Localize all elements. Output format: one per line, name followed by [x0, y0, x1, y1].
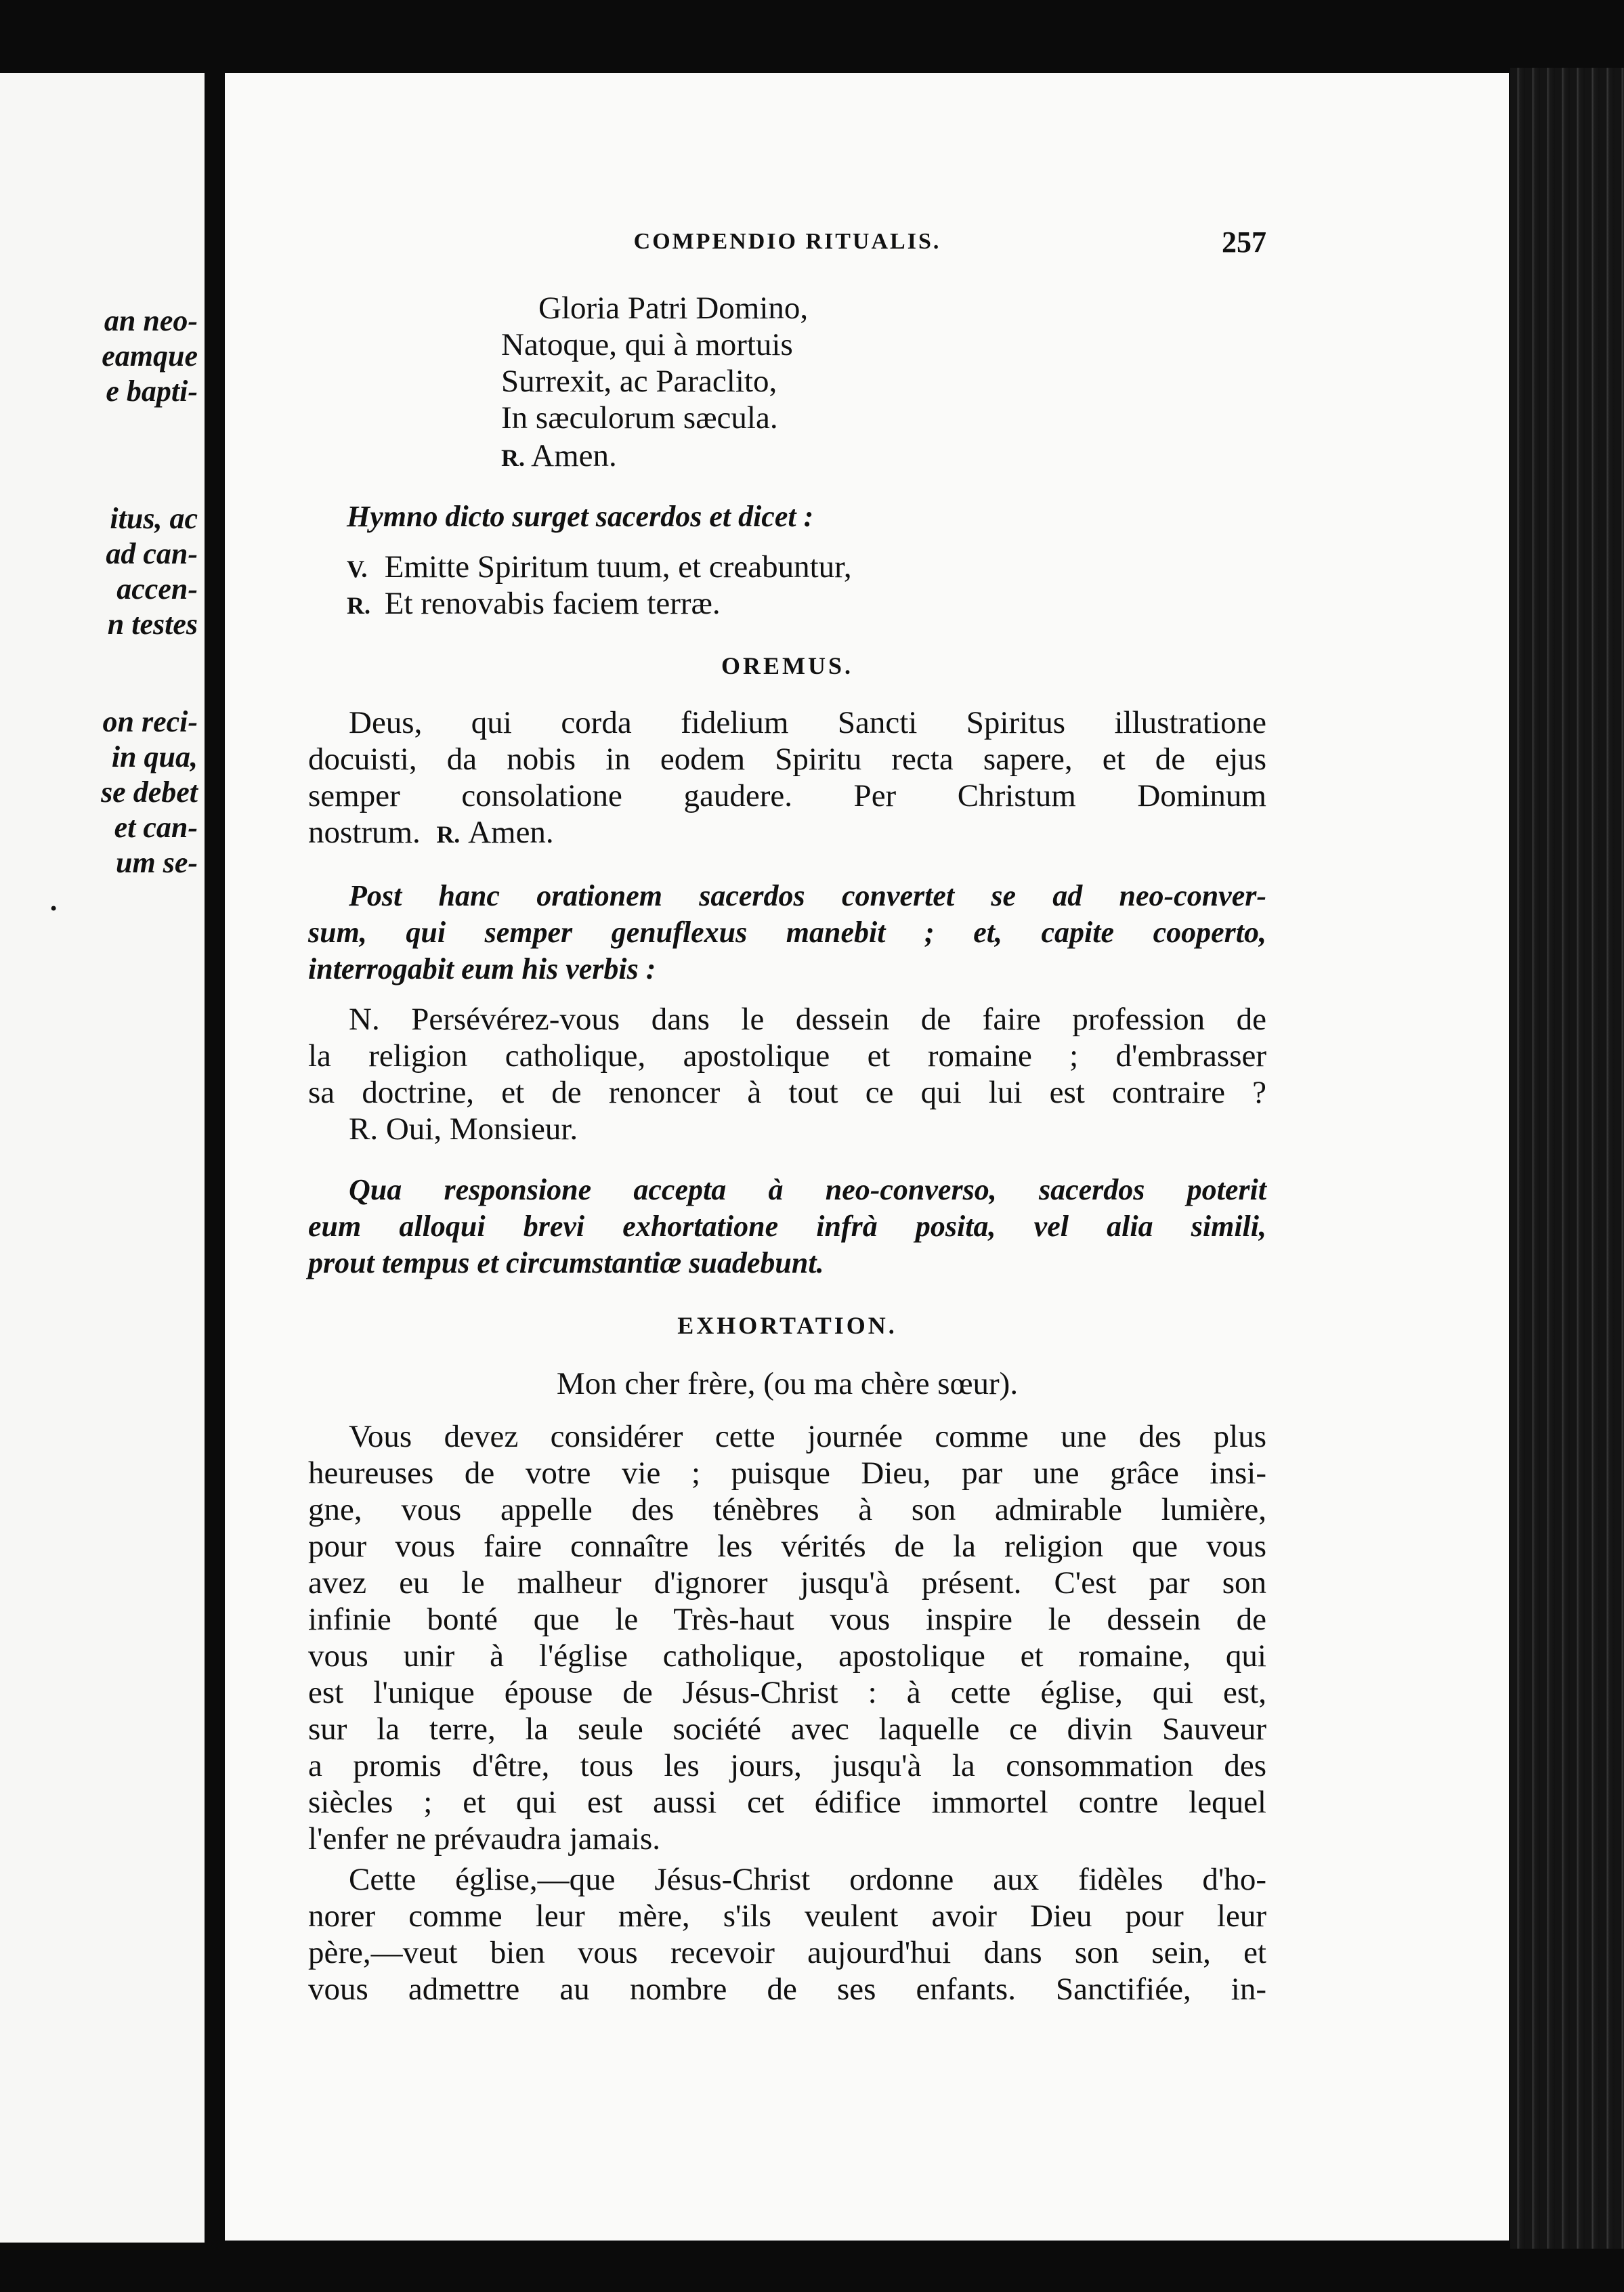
rubric-line: Qua responsione accepta à neo-converso, sacerdos poterit: [349, 1173, 1266, 1206]
rubric: Hymno dicto surget sacerdos et dicet :: [347, 500, 814, 533]
versicle-mark: V.: [347, 555, 368, 582]
prayer: [308, 704, 1266, 853]
book-edge: [1510, 68, 1624, 2249]
paragraph-line: sur la terre, la seule société avec laquelle ce divin Sauveur: [308, 1712, 1266, 1747]
paragraph-line: siècles ; et qui est aussi cet édifice immortel contre lequel: [308, 1785, 1266, 1820]
hymn-response: [501, 438, 617, 476]
paragraph-line: infinie bonté que le Très-haut vous inspire le dessein de: [308, 1602, 1266, 1637]
response-text: Amen.: [468, 815, 554, 850]
answer-line: R. Oui, Monsieur.: [349, 1111, 578, 1147]
response-text: Amen.: [531, 438, 617, 473]
hymn-line: Natoque, qui à mortuis: [501, 327, 793, 362]
paragraph-line: Cette église,—que Jésus-Christ ordonne aux fidèles d'ho-: [349, 1862, 1266, 1897]
hymn-line: In sæculorum sæcula.: [501, 400, 778, 436]
rubric-line: eum alloqui brevi exhortatione infrà posita, vel alia simili,: [308, 1210, 1266, 1243]
paragraph-line: norer comme leur mère, s'ils veulent avoir Dieu pour leur: [308, 1898, 1266, 1934]
response-mark: R.: [436, 821, 461, 848]
exhortation-paragraph: [308, 1418, 1266, 1857]
question-line: sa doctrine, et de renoncer à tout ce qui lui est contraire ?: [308, 1075, 1266, 1110]
paragraph-line: vous admettre au nombre de ses enfants. Sanctifiée, in-: [308, 1972, 1266, 2007]
rubric-line: interrogabit eum his verbis :: [308, 952, 656, 985]
question-line: la religion catholique, apostolique et romaine ; d'embrasser: [308, 1038, 1266, 1074]
response-mark: R.: [501, 444, 525, 471]
page-number: 257: [1222, 226, 1266, 259]
paragraph-line: a promis d'être, tous les jours, jusqu'à la consommation des: [308, 1748, 1266, 1783]
paragraph-line: Vous devez considérer cette journée comme une des plus: [349, 1419, 1266, 1454]
previous-page-edge: [0, 73, 205, 2243]
paragraph-line: père,—veut bien vous recevoir aujourd'hui dans son sein, et: [308, 1935, 1266, 1970]
paragraph-line: heureuses de votre vie ; puisque Dieu, par une grâce insi-: [308, 1456, 1266, 1491]
left-fragment: accen-: [116, 572, 198, 606]
left-fragment: um se-: [116, 846, 198, 879]
paragraph-line: gne, vous appelle des ténèbres à son admirable lumière,: [308, 1492, 1266, 1527]
question: [308, 1001, 1266, 1147]
rubric-line: Post hanc orationem sacerdos convertet se ad neo-conver-: [349, 879, 1266, 912]
hymn-line: Surrexit, ac Paraclito,: [501, 364, 777, 399]
prayer-line: docuisti, da nobis in eodem Spiritu recta sapere, et de ejus: [308, 742, 1266, 777]
prayer-last-text: nostrum.: [308, 815, 421, 850]
ink-speck: •: [49, 899, 59, 918]
response-text: Et renovabis faciem terræ.: [384, 586, 721, 621]
running-head: [308, 226, 1266, 270]
left-fragment: itus, ac: [110, 502, 198, 535]
rubric-line: sum, qui semper genuflexus manebit ; et, capite cooperto,: [308, 916, 1266, 949]
paragraph-line: est l'unique épouse de Jésus-Christ : à cette église, qui est,: [308, 1675, 1266, 1710]
prayer-last-line: [308, 814, 1266, 853]
left-fragment: in qua,: [111, 740, 198, 773]
left-fragment: et can-: [114, 811, 198, 844]
left-fragment: on reci-: [102, 705, 198, 738]
prayer-line: Deus, qui corda fidelium Sancti Spiritus illustratione: [349, 705, 1266, 740]
left-fragment: an neo-: [104, 304, 198, 337]
rubric-line: prout tempus et circumstantiæ suadebunt.: [308, 1246, 824, 1279]
response: [347, 585, 721, 624]
exhortation-paragraph: [308, 1861, 1266, 2008]
versicle: [347, 549, 852, 587]
left-fragment: se debet: [101, 776, 198, 809]
left-fragment: eamque: [102, 339, 198, 373]
rubric: [308, 1172, 1266, 1281]
left-fragment: ad can-: [106, 537, 198, 570]
paragraph-line: l'enfer ne prévaudra jamais.: [308, 1821, 660, 1856]
section-heading: EXHORTATION.: [677, 1312, 897, 1339]
paragraph-line: avez eu le malheur d'ignorer jusqu'à présent. C'est par son: [308, 1565, 1266, 1600]
response-mark: R.: [347, 592, 370, 619]
left-fragment: n testes: [107, 608, 198, 641]
prayer-line: semper consolatione gaudere. Per Christum Dominum: [308, 778, 1266, 813]
left-fragment: e bapti-: [106, 375, 198, 408]
paragraph-line: vous unir à l'église catholique, apostolique et romaine, qui: [308, 1638, 1266, 1674]
section-heading: OREMUS.: [721, 652, 853, 679]
running-title: COMPENDIO RITUALIS.: [633, 229, 941, 254]
hymn-line: Gloria Patri Domino,: [538, 291, 809, 326]
paragraph-line: pour vous faire connaître les vérités de la religion que vous: [308, 1529, 1266, 1564]
salutation: Mon cher frère, (ou ma chère sœur).: [556, 1366, 1019, 1401]
rubric: [308, 878, 1266, 988]
versicle-text: Emitte Spiritum tuum, et creabuntur,: [384, 549, 852, 585]
question-line: N. Persévérez-vous dans le dessein de faire profession de: [349, 1002, 1266, 1037]
